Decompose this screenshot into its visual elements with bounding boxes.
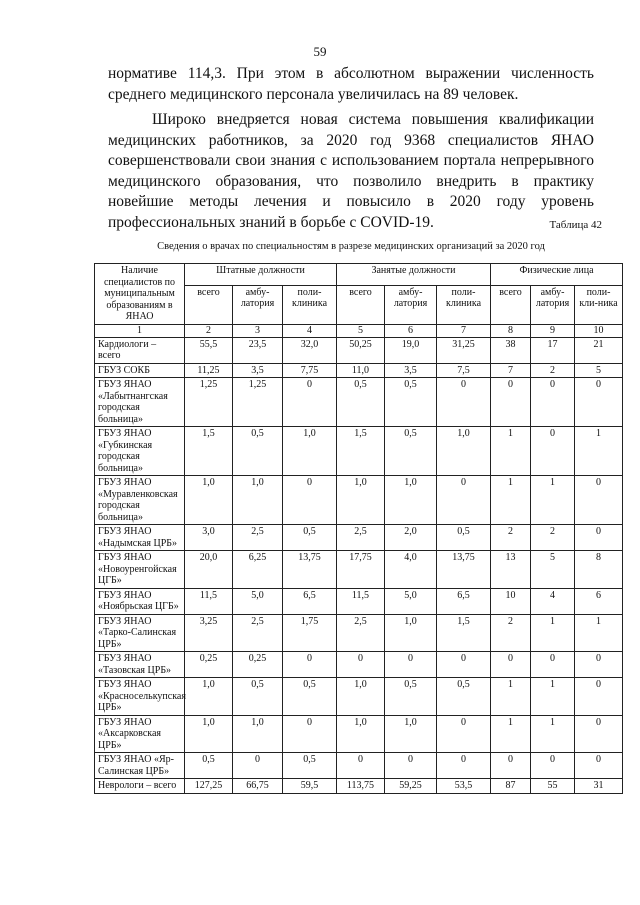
value-cell: 20,0 (185, 551, 233, 589)
value-cell: 0 (437, 378, 491, 427)
value-cell: 1,25 (233, 378, 283, 427)
value-cell: 0,25 (185, 652, 233, 678)
value-cell: 1 (491, 427, 531, 476)
value-cell: 1,0 (185, 715, 233, 753)
value-cell: 1 (491, 678, 531, 716)
table-row (95, 614, 623, 652)
organization-name-cell: ГБУЗ ЯНАО «Ноябрьская ЦГБ» (95, 588, 185, 614)
row-header-cell: Наличие специалистов по муниципальным образованиям в ЯНАО (95, 264, 185, 325)
value-cell: 13 (491, 551, 531, 589)
value-cell: 1 (575, 427, 623, 476)
value-cell: 1 (531, 678, 575, 716)
value-cell: 1,0 (283, 427, 337, 476)
organization-name-cell: ГБУЗ ЯНАО «Надымская ЦРБ» (95, 525, 185, 551)
column-number-row (95, 324, 623, 337)
value-cell: 3,5 (385, 363, 437, 378)
value-cell: 1 (531, 614, 575, 652)
table-title: Сведения о врачах по специальностям в разрезе медицинских организаций за 2020 год (157, 241, 545, 252)
table-body (95, 337, 623, 793)
value-cell: 3,0 (185, 525, 233, 551)
value-cell: 10 (491, 588, 531, 614)
value-cell: 0 (491, 652, 531, 678)
value-cell: 0 (385, 652, 437, 678)
table-row (95, 779, 623, 794)
value-cell: 0 (491, 753, 531, 779)
organization-name-cell: ГБУЗ ЯНАО «Новоуренгойская ЦГБ» (95, 551, 185, 589)
value-cell: 1,5 (185, 427, 233, 476)
value-cell: 3,25 (185, 614, 233, 652)
value-cell: 13,75 (437, 551, 491, 589)
table-row (95, 378, 623, 427)
value-cell: 5,0 (233, 588, 283, 614)
value-cell: 8 (575, 551, 623, 589)
value-cell: 7,75 (283, 363, 337, 378)
value-cell: 1,0 (185, 476, 233, 525)
column-number-cell: 7 (437, 324, 491, 337)
subheader-cell: поли-клиника (283, 285, 337, 324)
table-row (95, 427, 623, 476)
value-cell: 0 (437, 652, 491, 678)
column-number-cell: 10 (575, 324, 623, 337)
value-cell: 0 (283, 476, 337, 525)
table-row (95, 476, 623, 525)
table-row (95, 337, 623, 363)
value-cell: 0,5 (385, 678, 437, 716)
value-cell: 1 (491, 476, 531, 525)
organization-name-cell: ГБУЗ ЯНАО «Аксарковская ЦРБ» (95, 715, 185, 753)
value-cell: 4 (531, 588, 575, 614)
value-cell: 1 (575, 614, 623, 652)
value-cell: 0,5 (283, 753, 337, 779)
value-cell: 2,5 (337, 614, 385, 652)
value-cell: 0 (491, 378, 531, 427)
value-cell: 0 (337, 652, 385, 678)
table-row (95, 753, 623, 779)
table-row (95, 678, 623, 716)
column-number-cell: 5 (337, 324, 385, 337)
value-cell: 2,0 (385, 525, 437, 551)
value-cell: 11,5 (337, 588, 385, 614)
value-cell: 0,5 (283, 678, 337, 716)
value-cell: 59,5 (283, 779, 337, 794)
organization-name-cell: ГБУЗ ЯНАО «Тарко-Салинская ЦРБ» (95, 614, 185, 652)
value-cell: 1,0 (385, 715, 437, 753)
value-cell: 1 (531, 715, 575, 753)
value-cell: 17,75 (337, 551, 385, 589)
value-cell: 1,75 (283, 614, 337, 652)
value-cell: 0 (283, 378, 337, 427)
subheader-cell: всего (491, 285, 531, 324)
value-cell: 0 (575, 476, 623, 525)
value-cell: 0 (575, 715, 623, 753)
value-cell: 0 (575, 378, 623, 427)
value-cell: 2 (491, 525, 531, 551)
value-cell: 66,75 (233, 779, 283, 794)
value-cell: 1,5 (337, 427, 385, 476)
column-number-cell: 6 (385, 324, 437, 337)
value-cell: 32,0 (283, 337, 337, 363)
table-row (95, 363, 623, 378)
value-cell: 0,5 (385, 427, 437, 476)
subheader-cell: поли-кли-ника (575, 285, 623, 324)
value-cell: 0 (437, 715, 491, 753)
value-cell: 0,25 (233, 652, 283, 678)
subheader-cell: амбу-латория (385, 285, 437, 324)
value-cell: 1,0 (233, 476, 283, 525)
value-cell: 0,5 (233, 427, 283, 476)
table-row (95, 652, 623, 678)
value-cell: 2,5 (233, 614, 283, 652)
value-cell: 0 (531, 427, 575, 476)
value-cell: 11,5 (185, 588, 233, 614)
value-cell: 17 (531, 337, 575, 363)
value-cell: 87 (491, 779, 531, 794)
subheader-cell: амбу-латория (233, 285, 283, 324)
value-cell: 1,5 (437, 614, 491, 652)
column-number-cell: 2 (185, 324, 233, 337)
value-cell: 2 (531, 363, 575, 378)
subheader-cell: амбу-латория (531, 285, 575, 324)
value-cell: 0 (283, 652, 337, 678)
table-row (95, 551, 623, 589)
value-cell: 1,0 (185, 678, 233, 716)
value-cell: 0 (233, 753, 283, 779)
subheader-cell: всего (337, 285, 385, 324)
value-cell: 0 (531, 378, 575, 427)
value-cell: 4,0 (385, 551, 437, 589)
value-cell: 1,25 (185, 378, 233, 427)
organization-name-cell: ГБУЗ ЯНАО «Яр-Салинская ЦРБ» (95, 753, 185, 779)
value-cell: 1 (531, 476, 575, 525)
table-number: Таблица 42 (549, 219, 602, 231)
value-cell: 0 (437, 753, 491, 779)
value-cell: 6,5 (283, 588, 337, 614)
value-cell: 0,5 (233, 678, 283, 716)
value-cell: 59,25 (385, 779, 437, 794)
column-number-cell: 1 (95, 324, 185, 337)
table-row (95, 588, 623, 614)
value-cell: 0,5 (437, 525, 491, 551)
value-cell: 0,5 (385, 378, 437, 427)
value-cell: 5 (531, 551, 575, 589)
value-cell: 6,25 (233, 551, 283, 589)
value-cell: 38 (491, 337, 531, 363)
paragraph-1: нормативе 114,3. При этом в абсолютном выражении численность среднего медицинского персонала увеличилась на 89 человек. (108, 65, 594, 103)
group-header: Физические лица (491, 264, 623, 286)
value-cell: 1,0 (437, 427, 491, 476)
value-cell: 1,0 (385, 476, 437, 525)
value-cell: 0 (531, 753, 575, 779)
value-cell: 13,75 (283, 551, 337, 589)
value-cell: 19,0 (385, 337, 437, 363)
value-cell: 0 (575, 652, 623, 678)
value-cell: 2 (531, 525, 575, 551)
group-header: Занятые должности (337, 264, 491, 286)
value-cell: 7,5 (437, 363, 491, 378)
value-cell: 31 (575, 779, 623, 794)
column-number-cell: 3 (233, 324, 283, 337)
value-cell: 1,0 (337, 715, 385, 753)
value-cell: 0 (283, 715, 337, 753)
value-cell: 0 (575, 678, 623, 716)
organization-name-cell: ГБУЗ СОКБ (95, 363, 185, 378)
organization-name-cell: ГБУЗ ЯНАО «Губкинская городская больница» (95, 427, 185, 476)
value-cell: 127,25 (185, 779, 233, 794)
value-cell: 2,5 (233, 525, 283, 551)
value-cell: 6,5 (437, 588, 491, 614)
value-cell: 0,5 (283, 525, 337, 551)
value-cell: 0,5 (337, 378, 385, 427)
value-cell: 0,5 (185, 753, 233, 779)
value-cell: 1,0 (385, 614, 437, 652)
subheader-cell: поли-клиника (437, 285, 491, 324)
value-cell: 31,25 (437, 337, 491, 363)
value-cell: 5,0 (385, 588, 437, 614)
value-cell: 1,0 (337, 476, 385, 525)
table-row (95, 715, 623, 753)
organization-name-cell: ГБУЗ ЯНАО «Красноселькупская ЦРБ» (95, 678, 185, 716)
value-cell: 2 (491, 614, 531, 652)
organization-name-cell: Неврологи – всего (95, 779, 185, 794)
value-cell: 0 (385, 753, 437, 779)
value-cell: 0 (575, 753, 623, 779)
subheader-cell: всего (185, 285, 233, 324)
value-cell: 11,0 (337, 363, 385, 378)
organization-name-cell: ГБУЗ ЯНАО «Тазовская ЦРБ» (95, 652, 185, 678)
value-cell: 53,5 (437, 779, 491, 794)
value-cell: 7 (491, 363, 531, 378)
value-cell: 5 (575, 363, 623, 378)
value-cell: 0,5 (437, 678, 491, 716)
value-cell: 55 (531, 779, 575, 794)
value-cell: 113,75 (337, 779, 385, 794)
value-cell: 2,5 (337, 525, 385, 551)
value-cell: 1,0 (233, 715, 283, 753)
value-cell: 0 (337, 753, 385, 779)
value-cell: 1 (491, 715, 531, 753)
organization-name-cell: ГБУЗ ЯНАО «Муравленковская городская больница» (95, 476, 185, 525)
organization-name-cell: Кардиологи – всего (95, 337, 185, 363)
column-number-cell: 9 (531, 324, 575, 337)
value-cell: 21 (575, 337, 623, 363)
group-header: Штатные должности (185, 264, 337, 286)
paragraph-2: Широко внедряется новая система повышения квалификации медицинских работников, за 2020 год 9368 специалистов ЯНАО совершенствовали свои знания с использованием портала непрерывного медицинского образования, что позволило внедрить в практику новейшие методы лечения и повысило в 2020 году уровень профессиональных знаний в борьбе с COVID-19. (108, 111, 594, 231)
table-row (95, 525, 623, 551)
page-number: 59 (313, 44, 327, 59)
value-cell: 0 (575, 525, 623, 551)
value-cell: 1,0 (337, 678, 385, 716)
value-cell: 0 (437, 476, 491, 525)
column-number-cell: 4 (283, 324, 337, 337)
value-cell: 0 (531, 652, 575, 678)
organization-name-cell: ГБУЗ ЯНАО «Лабытнангская городская больница» (95, 378, 185, 427)
column-number-cell: 8 (491, 324, 531, 337)
value-cell: 23,5 (233, 337, 283, 363)
value-cell: 55,5 (185, 337, 233, 363)
value-cell: 11,25 (185, 363, 233, 378)
value-cell: 3,5 (233, 363, 283, 378)
doctors-table (94, 263, 623, 794)
value-cell: 50,25 (337, 337, 385, 363)
value-cell: 6 (575, 588, 623, 614)
